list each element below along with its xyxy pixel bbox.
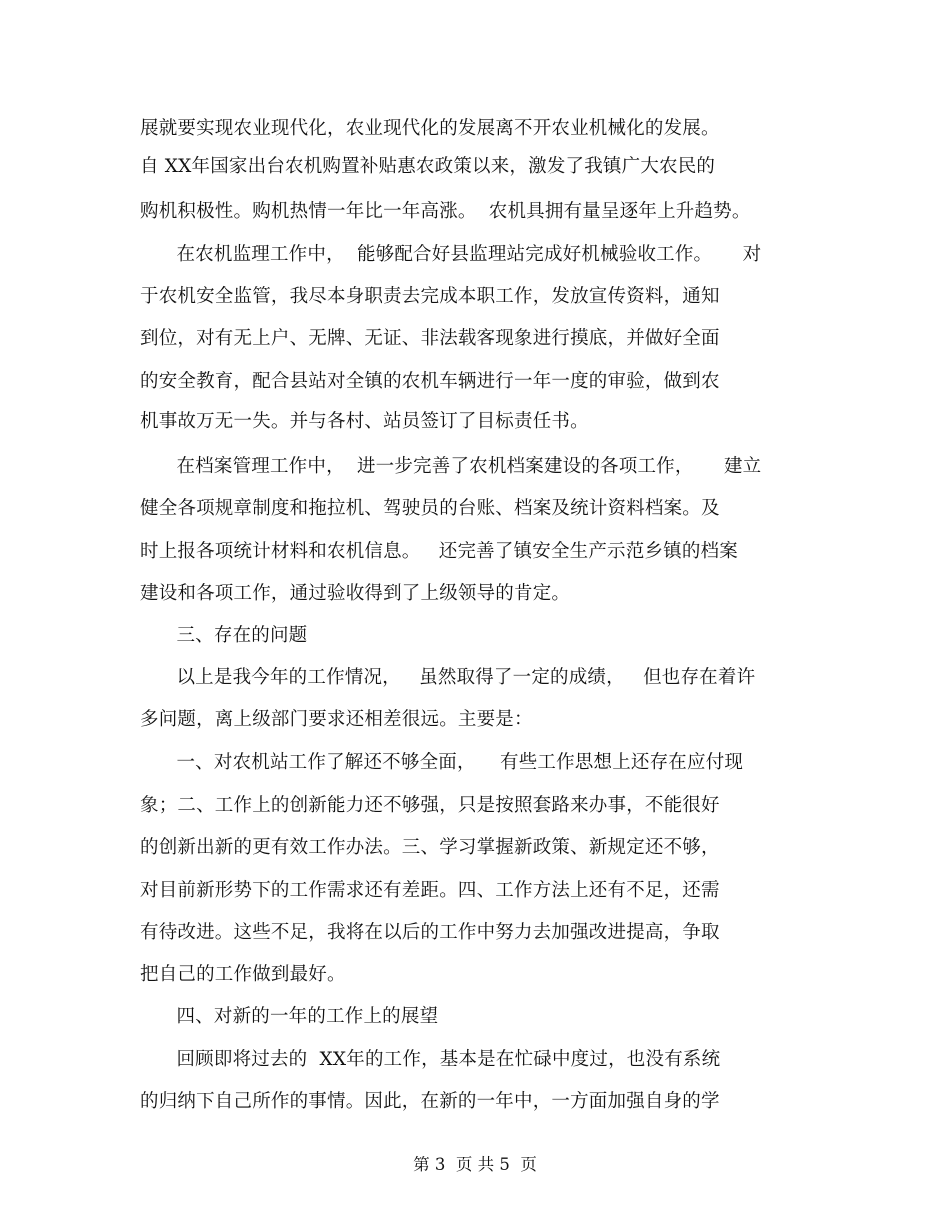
text-line: 有待改进。这些不足，我将在以后的工作中努力去加强改进提高，争取 xyxy=(140,922,720,943)
text-line: 的安全教育，配合县站对全镇的农机车辆进行一年一度的审验，做到农 xyxy=(140,371,720,392)
text-line: 一、对农机站工作了解还不够全面， 有些工作思想上还存在应付现 xyxy=(140,752,744,773)
page-number-footer: 第 3 页 共 5 页 xyxy=(413,1155,537,1174)
text-line: 自 XX年国家出台农机购置补贴惠农政策以来，激发了我镇广大农民的 xyxy=(140,156,716,177)
section-heading: 三、存在的问题 xyxy=(140,625,308,646)
text-line: 健全各项规章制度和拖拉机、驾驶员的台账、档案及统计资料档案。及 xyxy=(140,498,720,519)
text-line: 展就要实现农业现代化，农业现代化的发展离不开农业机械化的发展。 xyxy=(140,118,720,139)
text-line: 在档案管理工作中， 进一步完善了农机档案建设的各项工作， 建立 xyxy=(140,456,762,477)
text-line: 于农机安全监管，我尽本身职责去完成本职工作，发放宣传资料，通知 xyxy=(140,286,720,307)
text-line: 建设和各项工作，通过验收得到了上级领导的肯定。 xyxy=(140,583,571,604)
text-line: 多问题，离上级部门要求还相差很远。主要是： xyxy=(140,709,533,730)
text-line: 机事故万无一失。并与各村、站员签订了目标责任书。 xyxy=(140,411,589,432)
text-line: 时上报各项统计材料和农机信息。 还完善了镇安全生产示范乡镇的档案 xyxy=(140,541,738,562)
text-line: 对目前新形势下的工作需求还有差距。四、工作方法上还有不足，还需 xyxy=(140,880,720,901)
text-line: 在农机监理工作中， 能够配合好县监理站完成好机械验收工作。 对 xyxy=(140,244,762,265)
text-line: 以上是我今年的工作情况， 虽然取得了一定的成绩， 但也存在着许 xyxy=(140,667,756,688)
text-line: 的归纳下自己所作的事情。因此，在新的一年中，一方面加强自身的学 xyxy=(140,1091,720,1112)
text-line: 的创新出新的更有效工作办法。三、学习掌握新政策、新规定还不够， xyxy=(140,837,720,858)
text-line: 到位，对有无上户、无牌、无证、非法载客现象进行摸底，并做好全面 xyxy=(140,328,720,349)
text-line: 象；二、工作上的创新能力还不够强，只是按照套路来办事，不能很好 xyxy=(140,795,720,816)
text-line: 把自己的工作做到最好。 xyxy=(140,964,346,985)
text-line: 购机积极性。购机热情一年比一年高涨。 农机具拥有量呈逐年上升趋势。 xyxy=(140,201,751,222)
text-line: 回顾即将过去的 XX年的工作，基本是在忙碌中度过，也没有系统 xyxy=(140,1049,721,1070)
section-heading: 四、对新的一年的工作上的展望 xyxy=(140,1006,439,1027)
